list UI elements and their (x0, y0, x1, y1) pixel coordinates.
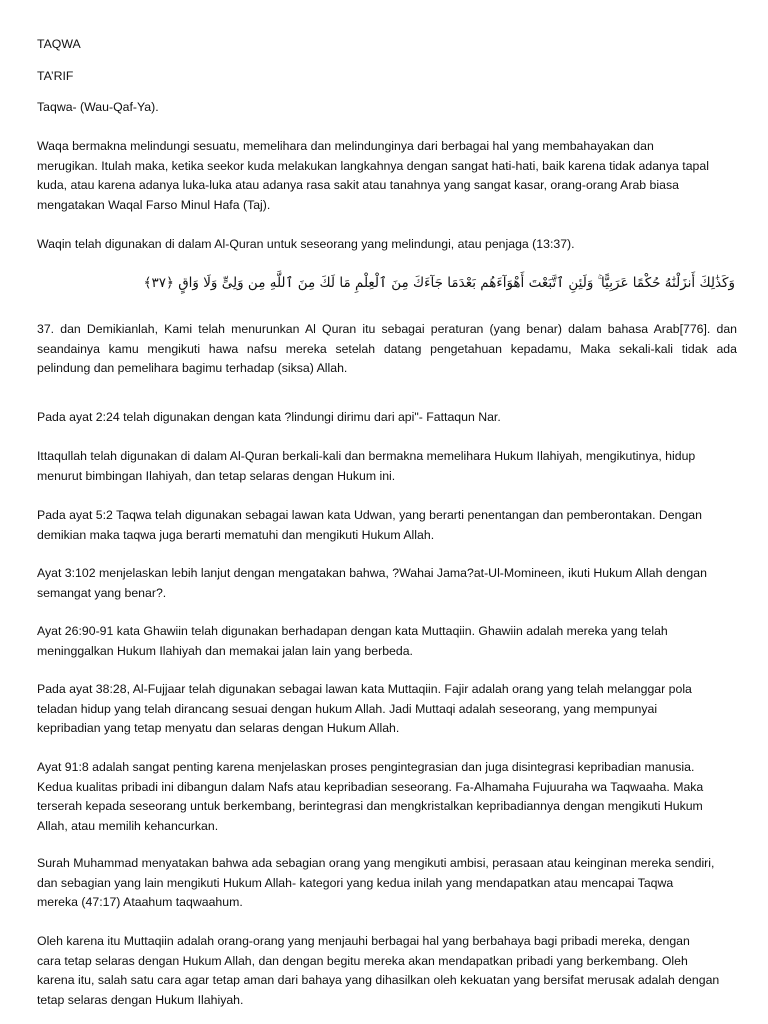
paragraph-waqa (37, 137, 737, 215)
paragraph-line: mengatakan Waqal Farso Minul Hafa (Taj). (37, 197, 271, 212)
paragraph-line: Surah Muhammad menyatakan bahwa ada sebagian orang yang mengikuti ambisi, perasaan atau keinginan mereka sendiri, (37, 856, 715, 870)
paragraph-line: Ayat 3:102 menjelaskan lebih lanjut dengan mengatakan bahwa, ?Wahai Jama?at-Ul-Momineen, ikuti Hukum Allah dengan (37, 566, 707, 580)
arabic-verse: وَكَذَٰلِكَ أَنزَلْنَٰهُ حُكْمًا عَرَبِيًّا ۚ وَلَئِنِ ٱتَّبَعْتَ أَهْوَآءَهُم بَعْدَمَا جَآءَكَ مِنَ ٱلْعِلْمِ مَا لَكَ مِنَ ٱللَّهِ مِن وَلِىٍّ وَلَا وَاقٍ ﴿٣٧﴾ (143, 275, 735, 291)
paragraph-line: Kedua kualitas pribadi ini dibangun dalam Nafs atau kepribadian seseorang. Fa-Alhamaha Fujuuraha wa Taqwaaha. Maka (37, 779, 704, 794)
paragraph-line: kuda, atau karena adanya luka-luka atau adanya rasa sakit atau tanahnya yang sangat kasar, orang-orang Arab biasa (37, 178, 679, 193)
paragraph-line: Ayat 91:8 adalah sangat penting karena menjelaskan proses pengintegrasian dan juga disintegrasi kepribadian manusia. (37, 760, 695, 774)
paragraph-line: Allah, atau memilih kehancurkan. (37, 818, 219, 833)
paragraph-line: dan sebagian yang lain mengikuti Hukum Allah- kategori yang kedua inilah yang mendapatkan atau mencapai Taqwa (37, 875, 674, 890)
paragraph-line: 37. dan Demikianlah, Kami telah menurunkan Al Quran itu sebagai peraturan (yang benar) dalam bahasa Arab[776]. dan (37, 322, 737, 336)
paragraph-line: tetap selaras dengan Hukum Ilahiyah. (37, 992, 244, 1007)
paragraph-line: Oleh karena itu Muttaqiin adalah orang-orang yang menjauhi berbagai hal yang berbahaya bagi pribadi mereka, dengan (37, 934, 690, 948)
paragraph-line: karena itu, salah satu cara agar tetap aman dari bahaya yang dihasilkan oleh kekuatan yang bersifat merusak adalah dengan (37, 973, 720, 988)
paragraph-line: Pada ayat 38:28, Al-Fujjaar telah digunakan sebagai lawan kata Muttaqiin. Fajir adalah orang yang telah melanggar pola (37, 682, 692, 696)
paragraph-ayat-91-8 (37, 758, 737, 836)
paragraph-line: Ayat 26:90-91 kata Ghawiin telah digunakan berhadapan dengan kata Muttaqiin. Ghawiin adalah mereka yang telah (37, 624, 668, 638)
paragraph-line: teladan hidup yang telah dirancang sesuai dengan hukum Allah. Jadi Muttaqi adalah seseorang, yang mempunyai (37, 701, 658, 716)
paragraph-line: terserah kepada seseorang untuk berkembang, berintegrasi dan mengkristalkan kepribadiannya dengan mengikuti Hukum (37, 799, 703, 814)
paragraph-line: kepribadian yang tetap menyatu dan selaras dengan Hukum Allah. (37, 721, 400, 736)
document-subheading: TA’RIF (37, 69, 74, 83)
paragraph-line: semangat yang benar?. (37, 585, 167, 600)
paragraph-surah-muhammad (37, 854, 737, 913)
paragraph-line: Waqa bermakna melindungi sesuatu, memelihara dan melindunginya dari berbagai hal yang membahayakan dan (37, 139, 654, 153)
paragraph-line: mereka (47:17) Ataahum taqwaahum. (37, 895, 243, 910)
document-heading: TAQWA (37, 37, 81, 51)
paragraph-line: cara tetap selaras dengan Hukum Allah, dan dengan begitu mereka akan mendapatkan pribadi yang berkembang. Oleh (37, 953, 688, 968)
paragraph-line: meninggalkan Hukum Ilahiyah dan memakai jalan lain yang berbeda. (37, 643, 413, 658)
paragraph-line: demikian maka taqwa juga berarti mematuhi dan mengikuti Hukum Allah. (37, 527, 435, 542)
definition-line: Taqwa- (Wau-Qaf-Ya). (37, 100, 159, 114)
paragraph-line: menurut bimbingan Ilahiyah, dan tetap selaras dengan Hukum ini. (37, 468, 396, 483)
paragraph-waqin: Waqin telah digunakan di dalam Al-Quran untuk seseorang yang melindungi, atau penjaga (13:37). (37, 237, 575, 251)
paragraph-ayat-38-28 (37, 680, 737, 739)
paragraph-muttaqiin (37, 932, 737, 1010)
paragraph-ittaqullah (37, 447, 737, 486)
paragraph-ayat-26-90 (37, 622, 737, 661)
paragraph-line: pelindung dan pemelihara bagimu terhadap (siksa) Allah. (37, 361, 348, 376)
paragraph-translation (37, 320, 737, 379)
paragraph-line: merugikan. Itulah maka, ketika seekor kuda melakukan langkahnya dengan sangat hati-hati, baik karena tidak adanya tapal (37, 158, 709, 173)
paragraph-line: Pada ayat 5:2 Taqwa telah digunakan sebagai lawan kata Udwan, yang berarti penentangan dan pemberontakan. Dengan (37, 508, 702, 522)
paragraph-ayat-3-102 (37, 564, 737, 603)
paragraph-ayat-5-2 (37, 506, 737, 545)
paragraph-line: Ittaqullah telah digunakan di dalam Al-Quran berkali-kali dan bermakna memelihara Hukum Ilahiyah, mengikutinya, hidup (37, 449, 696, 463)
paragraph-line: seandainya kamu mengikuti hawa nafsu mereka setelah datang pengetahuan kepadamu, Maka sekali-kali tidak ada (37, 341, 737, 356)
paragraph-ayat-2-24: Pada ayat 2:24 telah digunakan dengan kata ?lindungi dirimu dari api"- Fattaqun Nar. (37, 410, 501, 424)
